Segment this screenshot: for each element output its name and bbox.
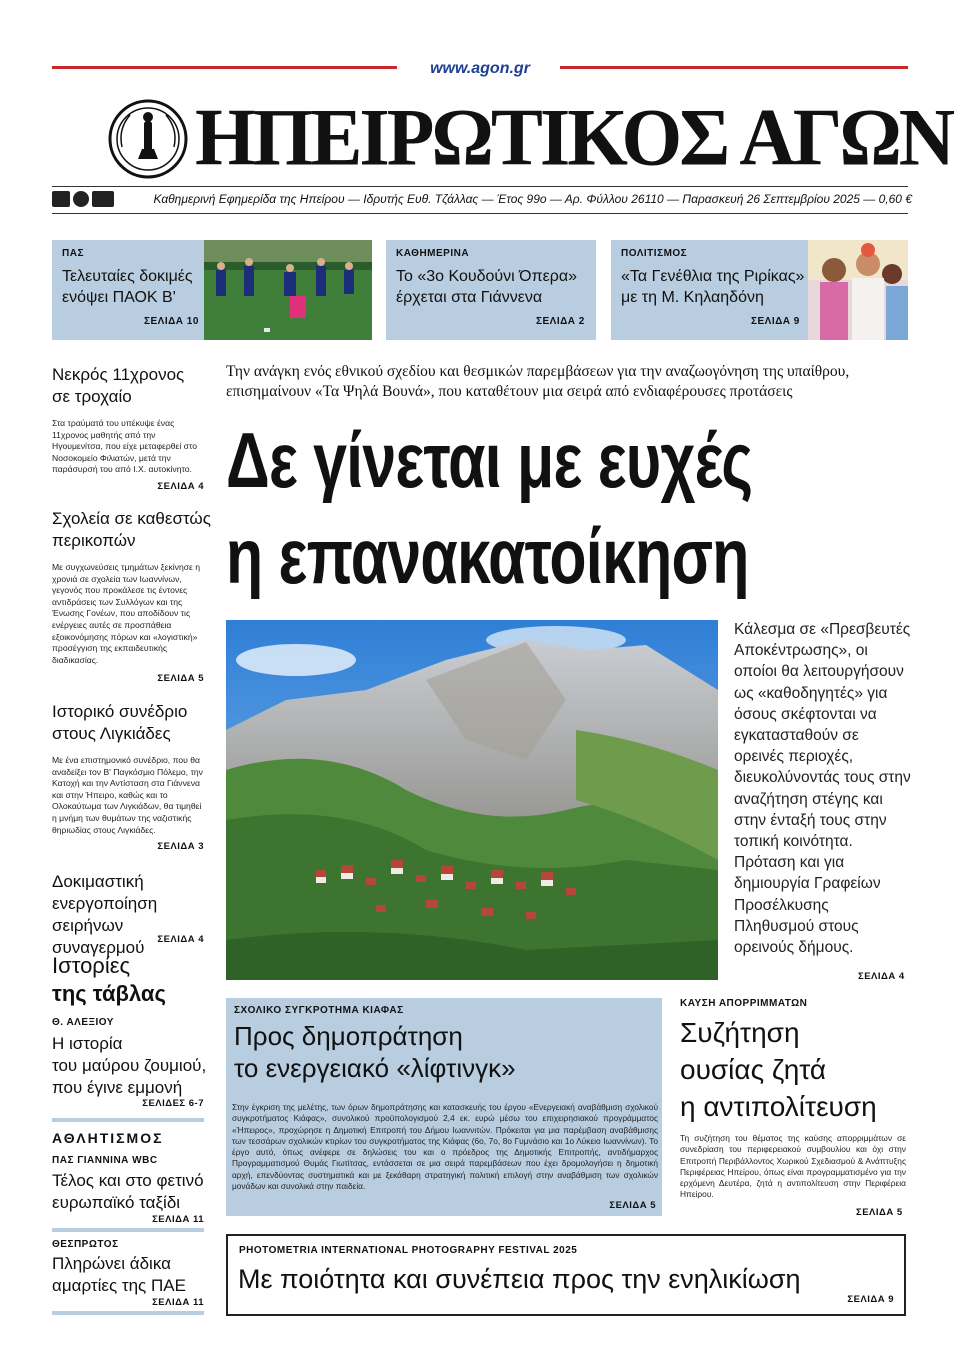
side-story-title[interactable] xyxy=(52,508,212,552)
side-story-page: ΣΕΛΙΔΑ 5 xyxy=(157,673,204,684)
section-rule xyxy=(52,1118,204,1122)
story-kiafa[interactable] xyxy=(226,998,662,1216)
photometria-title: Με ποιότητα και συνέπεια προς την ενηλικίωση xyxy=(238,1264,801,1294)
logo-icon xyxy=(73,191,89,207)
sports-kicker: ΠΑΣ ΓΙΑΝΝΙΝΑ WBC xyxy=(52,1155,158,1166)
masthead: ΗΠΕΙΡΩΤΙΚΟΣ ΑΓΩΝ xyxy=(195,91,953,183)
sports-story-title-line: ευρωπαϊκό ταξίδι xyxy=(52,1193,181,1212)
logo-icon xyxy=(92,191,114,207)
side-story-title[interactable] xyxy=(52,701,212,745)
story-photometria[interactable] xyxy=(226,1234,906,1316)
thesprotos-story-title[interactable] xyxy=(52,1253,212,1297)
story-kicker: ΣΧΟΛΙΚΟ ΣΥΓΚΡΟΤΗΜΑ ΚΙΑΦΑΣ xyxy=(234,1005,404,1016)
waste-title-line: η αντιπολίτευση xyxy=(680,1091,877,1122)
thesprotos-story-title-line: Πληρώνει άδικα xyxy=(52,1254,171,1273)
side-story-page: ΣΕΛΙΔΑ 4 xyxy=(157,481,204,492)
side-story-page: ΣΕΛΙΔΑ 4 xyxy=(157,934,204,945)
seal-icon xyxy=(108,99,188,179)
teaser-kicker: ΠΟΛΙΤΙΣΜΟΣ xyxy=(621,248,688,259)
teaser-title-line: με τη Μ. Κηλαηδόνη xyxy=(621,289,764,306)
dateline: Καθημερινή Εφημερίδα της Ηπείρου — Ιδρυτής Ευθ. Τζάλλας — Έτος 99ο — Αρ. Φύλλου 26110 — Παρασκευή 26 Σεπτεμβρίου 2025 — 0,60 € xyxy=(153,192,912,206)
side-story-title-line: ενεργοποίηση xyxy=(52,894,158,913)
side-story-title-line: Νεκρός 11χρονος xyxy=(52,365,185,384)
lead-headline-line: Δε γίνεται με ευχές xyxy=(226,416,753,504)
teaser-title-line: έρχεται στα Γιάννενα xyxy=(396,289,543,306)
lead-headline[interactable] xyxy=(226,412,752,604)
lead-subtitle: Την ανάγκη ενός εθνικού σχεδίου και θεσμικών παρεμβάσεων για την αναζωογόνηση της υπαίθρου, επισημαίνουν «Τα Ψηλά Βουνά», που καταθέτουν μια σειρά από ενδιαφέρουσες προτάσεις xyxy=(226,363,850,400)
story-page: ΣΕΛΙΔΑ 5 xyxy=(609,1200,656,1211)
story-title-line: το ενεργειακό «λίφτινγκ» xyxy=(234,1053,516,1083)
teaser-title xyxy=(396,266,596,308)
side-story-title-line: στους Λιγκιάδες xyxy=(52,724,171,743)
column-teaser[interactable] xyxy=(52,1033,212,1099)
top-rule-left xyxy=(52,66,397,69)
waste-title-line: Συζήτηση xyxy=(680,1017,800,1048)
side-story-body: Με ένα επιστημονικό συνέδριο, που θα αναδείξει τον Β' Παγκόσμιο Πόλεμο, την Κατοχή και την Αντίσταση στα Γιάννενα και στην Ήπειρο, καθώς και το Ολοκαύτωμα των Λιγκιάδων, θα τιμηθεί η μνήμη των θυμάτων της ναζιστικής θηριωδίας στους Λιγκιάδες. xyxy=(52,755,203,835)
side-story-body: Με συγχωνεύσεις τμημάτων ξεκίνησε η χρονιά σε σχολεία των Ιωαννίνων, γεγονός που προκάλεσε τις έντονες αντιδράσεις των Συλλόγων και της Ένωσης Γονέων, που αποδίδουν τις ενέργειες αυτές σε προσπάθεια εξοικονόμησης πόρων και «λογιστική» προσέγγιση της εκπαιδευτικής διαδικασίας. xyxy=(52,562,201,665)
sports-section-label: ΑΘΛΗΤΙΣΜΟΣ xyxy=(52,1130,164,1146)
teaser-title-line: Τελευταίες δοκιμές xyxy=(62,268,193,285)
lead-side-text: Κάλεσμα σε «Πρεσβευτές Αποκέντρωσης», οι οποίοι θα λειτουργήσουν ως «καθοδηγητές» για όσους σκέφτονται να εγκατασταθούν σε ορεινές περιοχές, διευκολύνοντάς τους στην αναζήτηση στέγης και στην ένταξή τους στην τοπική κοινότητα. Πρόταση και για δημιουργία Γραφείων Προσέλκυσης Πληθυσμού στους ορεινούς δήμους. xyxy=(734,621,911,957)
teaser-kicker: ΠΑΣ xyxy=(62,248,84,259)
column-title-line: Ιστορίες xyxy=(52,953,131,978)
site-url[interactable]: www.agon.gr xyxy=(430,60,530,77)
story-title-line: Προς δημοπράτηση xyxy=(234,1021,463,1051)
waste-body: Τη συζήτηση του θέματος της καύσης απορριμμάτων σε συνεδρίαση του περιφερειακού συμβουλίου και όχι στην Επιτροπή Περιβάλλοντος Χωρικού Σχεδιασμού & Ανάπτυξης Περιφέρειας Ηπείρου, όπως είναι προγραμματισμένο για την ερχόμενη Δευτέρα, ζητά η αντιπολίτευση στην Περιφέρεια Ηπείρου. xyxy=(680,1133,906,1200)
section-rule xyxy=(52,1228,204,1232)
performers-photo xyxy=(808,240,908,340)
sports-story-title-line: Τέλος και στο φετινό xyxy=(52,1171,204,1190)
teaser-politismos[interactable] xyxy=(611,240,908,340)
logo-icon xyxy=(52,191,70,207)
dateline-bar xyxy=(52,186,912,214)
lead-page: ΣΕΛΙΔΑ 4 xyxy=(858,971,905,982)
thesprotos-story-page: ΣΕΛΙΔΑ 11 xyxy=(152,1297,204,1308)
mountain-village-photo xyxy=(226,620,718,980)
column-teaser-line: του μαύρου ζουμιού, xyxy=(52,1056,207,1075)
teaser-title xyxy=(621,266,821,308)
teaser-page: ΣΕΛΙΔΑ 2 xyxy=(536,316,585,327)
sports-story-page: ΣΕΛΙΔΑ 11 xyxy=(152,1214,204,1225)
partner-logos xyxy=(52,191,114,207)
section-rule xyxy=(52,1311,204,1315)
football-training-photo xyxy=(204,240,372,340)
column-title[interactable] xyxy=(52,952,212,1008)
teaser-page: ΣΕΛΙΔΑ 9 xyxy=(751,316,800,327)
column-page: ΣΕΛΙΔΕΣ 6-7 xyxy=(142,1098,204,1109)
waste-title[interactable] xyxy=(680,1014,910,1125)
waste-title-line: ουσίας ζητά xyxy=(680,1054,827,1085)
story-body: Στην έγκριση της μελέτης, των όρων δημοπράτησης και κατασκευής του έργου «Ενεργειακή αναβάθμιση σχολικού συγκροτήματος Κιάφας», συνολικού προϋπολογισμού 2,4 εκ. ευρώ μέσω του επιχειρησιακού προγράμματος «Ήπειρος», προχώρησε η Δημοτική Επιτροπή του Δήμου Ιωαννιτών. Πρόκειται για μια παρέμβαση αναβάθμισης των τεσσάρων σχολικών κτιρίων του συγκροτήματος της Κιάφας (6ο, 7ο, 8ο Γυμνάσιο και 1ο Λύκειο Ιωαννίνων). Το έργο αυτό, όπως ανέφερε σε δηλώσεις του και ο πρόεδρος της Δημοτικής Επιτροπής, αντιδήμαρχος Προγραμματισμού Θυμάς Γιωτίτσας, εντάσσεται σε μια σειρά παρεμβάσεων που έχει δρομολογήσει η δημοτική αρχή, επενδύοντας συστηματικά και με ξεκάθαρη στρατηγική πολιτική επιλογή στην αναβάθμιση των σχολικών μονάδων και συνολικά στην παιδεία. xyxy=(232,1102,658,1192)
thesprotos-story-title-line: αμαρτίες της ΠΑΕ xyxy=(52,1276,186,1295)
side-story-title-line: Σχολεία σε καθεστώς xyxy=(52,509,211,528)
side-story-title[interactable] xyxy=(52,364,212,408)
teaser-page: ΣΕΛΙΔΑ 10 xyxy=(144,316,199,327)
side-story-title-line: περικοπών xyxy=(52,531,136,550)
column-title-line: της τάβλας xyxy=(52,981,166,1006)
waste-page: ΣΕΛΙΔΑ 5 xyxy=(856,1207,903,1218)
photometria-page: ΣΕΛΙΔΑ 9 xyxy=(847,1294,894,1305)
teaser-pas[interactable] xyxy=(52,240,372,340)
teaser-title-line: ενόψει ΠΑΟΚ Β' xyxy=(62,289,176,306)
waste-kicker: ΚΑΥΣΗ ΑΠΟΡΡΙΜΜΑΤΩΝ xyxy=(680,998,808,1009)
side-story-page: ΣΕΛΙΔΑ 3 xyxy=(157,841,204,852)
side-story-body: Στα τραύματά του υπέκυψε ένας 11χρονος μαθητής από την Ηγουμενίτσα, που είχε μεταφερθεί στο Νοσοκομείο Φιλιατών, μετά την παράσυρσή του από Ι.Χ. αυτοκίνητο. xyxy=(52,418,198,475)
side-story-title[interactable] xyxy=(52,871,212,959)
lead-headline-line: η επανακατοίκηση xyxy=(226,512,749,600)
teaser-kathimerina[interactable] xyxy=(386,240,596,340)
side-story-title-line: Ιστορικό συνέδριο xyxy=(52,702,188,721)
teaser-title-line: Το «3ο Κουδούνι Όπερα» xyxy=(396,268,577,285)
side-story-title-line: σειρήνων συναγερμού xyxy=(52,916,145,957)
column-author: Θ. ΑΛΕΞΙΟΥ xyxy=(52,1017,114,1028)
thesprotos-kicker: ΘΕΣΠΡΩΤΟΣ xyxy=(52,1239,119,1250)
side-story-title-line: σε τροχαίο xyxy=(52,387,132,406)
teaser-title-line: «Τα Γενέθλια της Ριρίκας» xyxy=(621,268,805,285)
teaser-kicker: ΚΑΘΗΜΕΡΙΝΑ xyxy=(396,248,470,259)
top-rule-right xyxy=(560,66,908,69)
column-teaser-line: που έγινε εμμονή xyxy=(52,1078,183,1097)
sports-story-title[interactable] xyxy=(52,1170,212,1214)
story-title xyxy=(234,1020,654,1084)
side-story-title-line: Δοκιμαστική xyxy=(52,872,144,891)
photometria-kicker: PHOTOMETRIA INTERNATIONAL PHOTOGRAPHY FESTIVAL 2025 xyxy=(239,1245,578,1256)
column-teaser-line: Η ιστορία xyxy=(52,1034,123,1053)
